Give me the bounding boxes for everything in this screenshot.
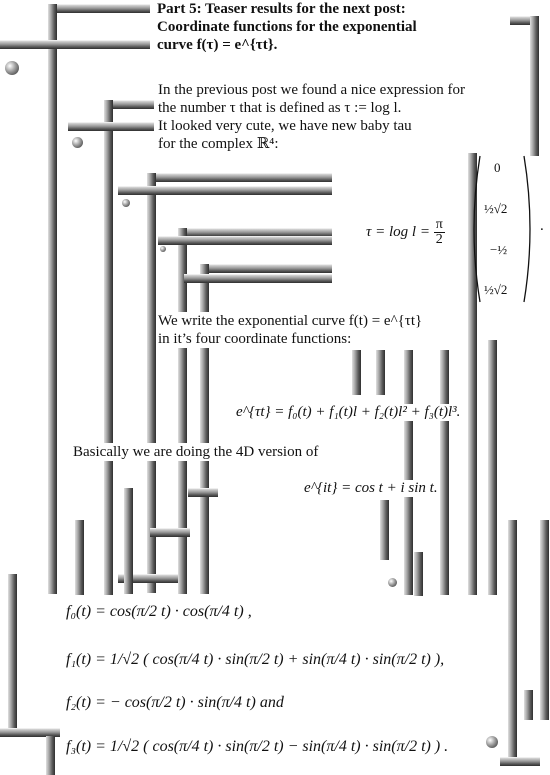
tau-lhs: τ = log l = <box>366 223 430 240</box>
pipe-segment <box>118 186 332 195</box>
pipe-segment <box>380 500 389 560</box>
formula-f3: f₃(t) = 1/√2 ( cos(π/4 t) · sin(π/2 t) − sin(π/4 t) · sin(π/2 t) ) . <box>66 738 449 755</box>
paragraph-line: In the previous post we found a nice expression for <box>158 82 466 98</box>
pipe-segment <box>104 100 113 595</box>
pipe-segment <box>200 264 332 273</box>
heading-line: curve f(τ) = e^{τt}. <box>157 37 278 53</box>
sphere-decoration <box>122 199 130 207</box>
right-parenthesis <box>524 156 530 302</box>
formula-f2: f₂(t) = − cos(π/2 t) · sin(π/4 t) and <box>66 694 284 711</box>
paragraph-line: in it’s four coordinate functions: <box>158 331 352 347</box>
pipe-segment <box>147 173 332 182</box>
heading-line: Part 5: Teaser results for the next post: <box>157 1 406 17</box>
curve-paragraph <box>158 312 458 348</box>
paragraph-line: the number τ that is defined as τ := log l. <box>158 100 402 116</box>
pipe-segment <box>508 520 517 760</box>
vector-entry: −½ <box>490 242 508 257</box>
formula-f0: f₀(t) = cos(π/2 t) · cos(π/4 t) , <box>66 603 252 620</box>
fraction-numerator: π <box>435 217 443 232</box>
pipe-segment <box>540 520 549 720</box>
intro-paragraph <box>158 81 530 153</box>
euler-equation: e^{it} = cos t + i sin t. <box>304 480 438 496</box>
sphere-decoration <box>72 137 83 148</box>
vector-entry: ½√2 <box>484 201 508 216</box>
sphere-decoration <box>5 61 19 75</box>
pipe-segment <box>530 16 539 156</box>
basically-paragraph: Basically we are doing the 4D version of <box>73 444 319 460</box>
pipe-segment <box>376 350 385 395</box>
period: . <box>540 218 544 234</box>
paragraph-line: It looked very cute, we have new baby tau <box>158 118 412 134</box>
pipe-segment <box>524 690 533 720</box>
pipe-segment <box>150 528 190 537</box>
pi-over-two-fraction <box>434 218 445 247</box>
sphere-decoration <box>160 246 166 252</box>
pipe-segment <box>188 488 218 497</box>
sum-equation: e^{τt} = f₀(t) + f₁(t)l + f₂(t)l² + f₃(t)l³. <box>236 404 461 420</box>
vector-entry: ½√2 <box>484 282 508 297</box>
pipe-segment <box>0 40 150 49</box>
pipe-segment <box>46 736 55 775</box>
section-heading <box>157 0 502 54</box>
pipe-segment <box>352 350 361 395</box>
paragraph-line: for the complex ℝ⁴: <box>158 136 279 152</box>
pipe-segment <box>500 757 540 766</box>
pipe-segment <box>404 350 413 595</box>
pipe-segment <box>414 552 423 596</box>
pipe-segment <box>48 4 57 594</box>
left-parenthesis <box>474 156 480 302</box>
pipe-segment <box>8 574 17 734</box>
tau-equation <box>366 218 445 247</box>
pipe-segment <box>488 340 497 595</box>
sphere-decoration <box>486 736 498 748</box>
pipe-segment <box>124 488 133 594</box>
heading-line: Coordinate functions for the exponential <box>157 19 417 35</box>
pipe-segment <box>510 16 530 25</box>
sphere-decoration <box>388 578 397 587</box>
fraction-denominator: 2 <box>435 232 443 247</box>
formula-f1: f₁(t) = 1/√2 ( cos(π/4 t) · sin(π/2 t) + sin(π/4 t) · sin(π/2 t) ), <box>66 651 445 668</box>
pipe-segment <box>184 274 332 283</box>
pipe-segment <box>158 236 332 245</box>
pipe-segment <box>68 122 154 131</box>
paragraph-line: We write the exponential curve f(t) = e^{τt} <box>158 313 423 329</box>
vector-entry: 0 <box>494 160 501 175</box>
pipe-segment <box>48 4 150 13</box>
pipe-segment <box>75 520 84 595</box>
pipe-segment <box>440 350 449 595</box>
